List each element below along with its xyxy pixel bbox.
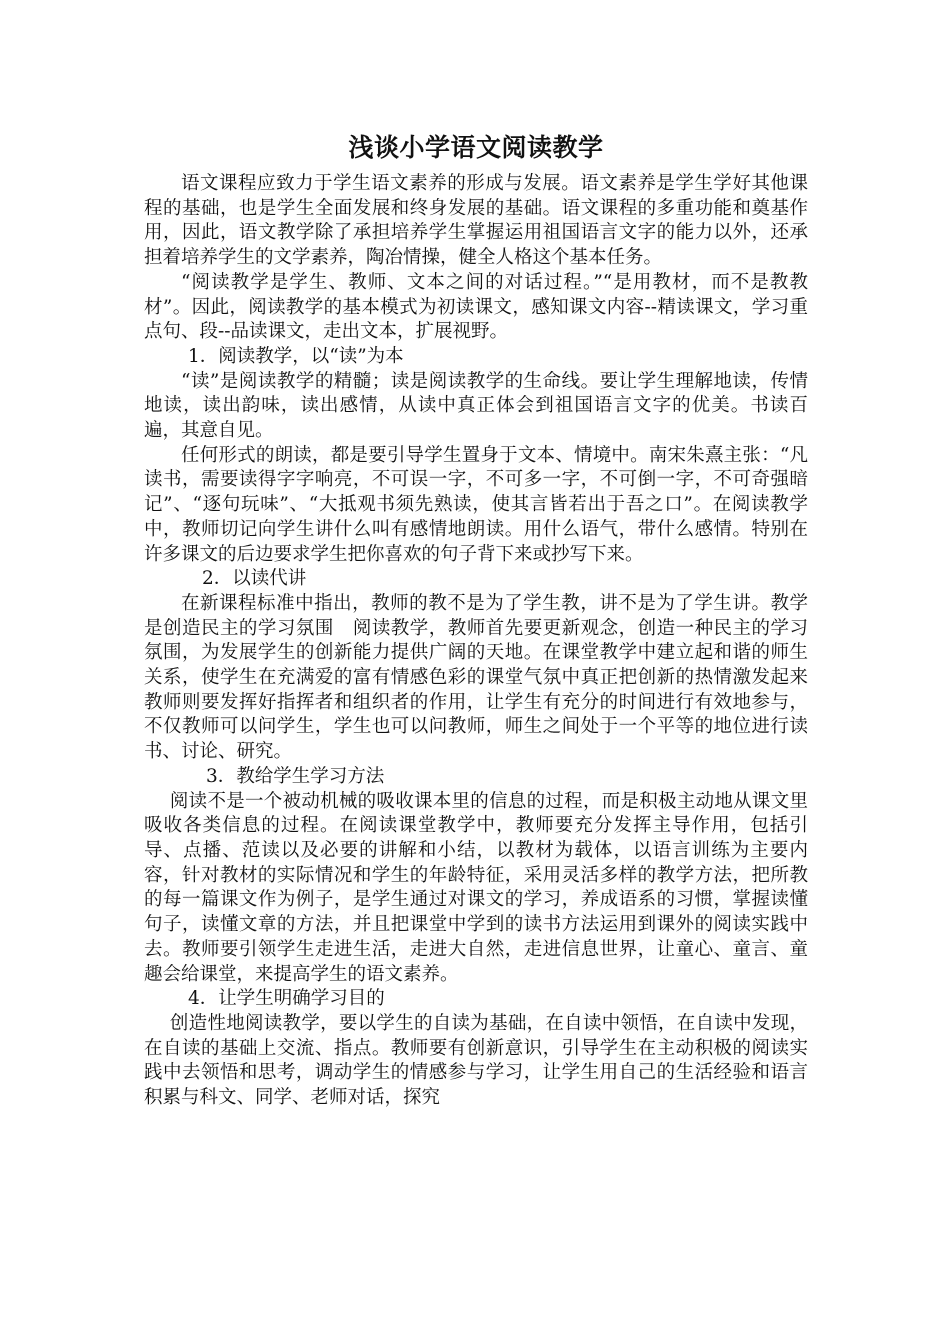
section-4-paragraph-1: 创造性地阅读教学，要以学生的自读为基础，在自读中领悟，在自读中发现，在自读的基础上交流、指点。教师要有创新意识，引导学生在主动积极的阅读实践中去领悟和思考，调动学生的情感参与学习，让学生用自己的生活经验和语言积累与科文、同学、老师对话，探究 bbox=[144, 1012, 808, 1109]
document-body bbox=[144, 128, 808, 1111]
intro-paragraph-1: 语文课程应致力于学生语文素养的形成与发展。语文素养是学生学好其他课程的基础，也是学生全面发展和终身发展的基础。语文课程的多重功能和奠基作用，因此，语文教学除了承担培养学生掌握运用祖国语言文字的能力以外，还承担着培养学生的文学素养，陶冶情操，健全人格这个基本任务。 bbox=[144, 173, 808, 269]
section-1-paragraph-1: “读”是阅读教学的精髓；读是阅读教学的生命线。要让学生理解地读，传情地读，读出韵味，读出感情，从读中真正体会到祖国语言文字的优美。书读百遍，其意自见。 bbox=[144, 370, 808, 442]
section-1-paragraph-2: 任何形式的朗读，都是要引导学生置身于文本、情境中。南宋朱熹主张：“凡读书，需要读得字字响亮，不可误一字，不可多一字，不可倒一字，不可奇强暗记”、“逐句玩味”、“大抵观书须先熟读，使其言皆若出于吾之口”。在阅读教学中，教师切记向学生讲什么叫有感情地朗读。用什么语气，带什么感情。特别在许多课文的后边要求学生把你喜欢的句子背下来或抄写下来。 bbox=[144, 444, 808, 565]
section-heading-4: 4．让学生明确学习目的 bbox=[188, 988, 385, 1010]
section-2-paragraph-1: 在新课程标准中指出，教师的教不是为了学生教，讲不是为了学生讲。教学是创造民主的学习氛围 阅读教学，教师首先要更新观念，创造一种民主的学习氛围，为发展学生的创新能力提供广阔的天地。在课堂教学中建立起和谐的师生关系，使学生在充满爱的富有情感色彩的课堂气氛中真正把创新的热情激发起来教师则要发挥好指挥者和组织者的作用，让学生有充分的时间进行有效地参与，不仅教师可以问学生，学生也可以问教师，师生之间处于一个平等的地位进行读书、讨论、研究。 bbox=[144, 592, 808, 763]
section-heading-1: 1．阅读教学，以“读”为本 bbox=[188, 345, 404, 367]
section-3-paragraph-1: 阅读不是一个被动机械的吸收课本里的信息的过程，而是积极主动地从课文里吸收各类信息的过程。在阅读课堂教学中，教师要充分发挥主导作用，包括引导、点播、范读以及必要的讲解和小结，以教材为载体，以语言训练为主要内容，针对教材的实际情况和学生的年龄特征，采用灵活多样的教学方法，把所教的每一篇课文作为例子，是学生通过对课文的学习，养成语系的习惯，掌握读懂句子，读懂文章的方法，并且把课堂中学到的读书方法运用到课外的阅读实践中去。教师要引领学生走进生活，走进大自然，走进信息世界，让童心、童言、童趣会给课堂，来提高学生的语文素养。 bbox=[144, 790, 808, 985]
intro-paragraph-2: “阅读教学是学生、教师、文本之间的对话过程。”“是用教材，而不是教教材”。因此，阅读教学的基本模式为初读课文，感知课文内容--精读课文，学习重点句、段--品读课文，走出文本，扩展视野。 bbox=[144, 271, 808, 343]
section-heading-3: 3．教给学生学习方法 bbox=[206, 765, 385, 787]
document-title: 浅谈小学语文阅读教学 bbox=[348, 133, 604, 162]
section-heading-2: 2．以读代讲 bbox=[202, 568, 307, 590]
